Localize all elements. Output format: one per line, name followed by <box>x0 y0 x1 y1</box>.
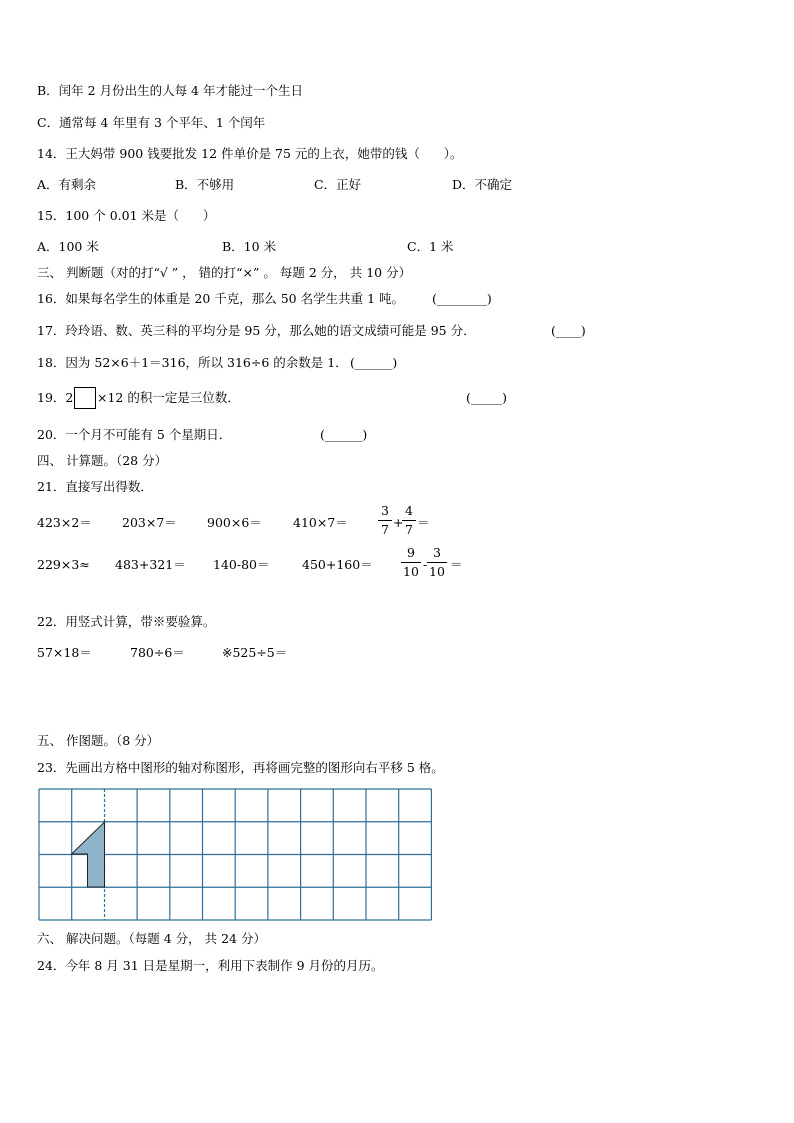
q15-option-c: C．1 米 <box>407 239 454 254</box>
question-19-prefix: 19．2 <box>37 390 74 405</box>
question-15: 15．100 个 0.01 米是（ ） <box>37 208 216 223</box>
question-24: 24．今年 8 月 31 日是星期一，利用下表制作 9 月份的月历。 <box>37 958 384 973</box>
q19-answer-blank[interactable]: (_____) <box>466 390 508 405</box>
q15-option-a: A．100 米 <box>37 239 99 254</box>
calc-1-1: 423×2＝ <box>37 515 92 530</box>
question-22: 22．用竖式计算，带※要验算。 <box>37 614 216 629</box>
denominator: 7 <box>405 522 413 537</box>
numerator: 3 <box>381 503 389 518</box>
calc-2-4: 450+160＝ <box>302 557 373 572</box>
section-3-heading: 三、 判断题（对的打“√ ” ， 错的打“×” 。 每题 2 分， 共 10 分） <box>37 265 412 280</box>
denominator: 10 <box>429 564 445 579</box>
q14-option-a: A．有剩余 <box>37 177 97 192</box>
equals-sign: ＝ <box>417 515 430 530</box>
drawing-grid[interactable] <box>38 788 432 922</box>
vertical-calc-3: ※525÷5＝ <box>222 645 288 660</box>
question-17: 17．玲玲语、数、英三科的平均分是 95 分，那么她的语文成绩可能是 95 分． <box>37 323 476 338</box>
section-5-heading: 五、 作图题。（8 分） <box>37 733 160 748</box>
plus-sign: + <box>393 515 404 530</box>
calc-2-2: 483+321＝ <box>115 557 186 572</box>
question-18: 18．因为 52×6＋1＝316，所以 316÷6 的余数是 1． <box>37 355 348 370</box>
calc-2-1: 229×3≈ <box>37 557 90 572</box>
calc-1-3: 900×6＝ <box>207 515 262 530</box>
calc-2-3: 140-80＝ <box>213 557 270 572</box>
question-16: 16．如果每名学生的体重是 20 千克，那么 50 名学生共重 1 吨。 <box>37 291 405 306</box>
vertical-calc-1: 57×18＝ <box>37 645 92 660</box>
q20-answer-blank[interactable]: (______) <box>320 427 368 442</box>
q17-answer-blank[interactable]: (____) <box>551 323 586 338</box>
question-21: 21．直接写出得数． <box>37 479 153 494</box>
question-19-suffix: ×12 的积一定是三位数． <box>97 390 240 405</box>
numerator: 9 <box>407 545 415 560</box>
q16-answer-blank[interactable]: (________) <box>432 291 492 306</box>
denominator: 7 <box>381 522 389 537</box>
q14-option-c: C．正好 <box>314 177 362 192</box>
denominator: 10 <box>403 564 419 579</box>
minus-sign: - <box>423 557 428 572</box>
option-b: B．闰年 2 月份出生的人每 4 年才能过一个生日 <box>37 83 303 98</box>
fraction-4-7 <box>402 503 416 538</box>
vertical-calc-2: 780÷6＝ <box>130 645 185 660</box>
question-23: 23．先画出方格中图形的轴对称图形，再将画完整的图形向右平移 5 格。 <box>37 760 444 775</box>
q15-option-b: B．10 米 <box>222 239 277 254</box>
fraction-3-10 <box>427 545 447 580</box>
q14-option-b: B．不够用 <box>175 177 235 192</box>
q18-answer-blank[interactable]: (______) <box>350 355 398 370</box>
question-14: 14．王大妈带 900 钱要批发 12 件单价是 75 元的上衣，她带的钱（ ）。 <box>37 146 463 161</box>
fraction-9-10 <box>401 545 421 580</box>
half-figure <box>72 822 105 887</box>
q14-option-d: D．不确定 <box>452 177 513 192</box>
section-6-heading: 六、 解决问题。（每题 4 分， 共 24 分） <box>37 931 266 946</box>
q19-digit-box[interactable] <box>74 387 96 409</box>
equals-sign: ＝ <box>450 557 463 572</box>
numerator: 4 <box>405 503 413 518</box>
calc-1-4: 410×7＝ <box>293 515 348 530</box>
numerator: 3 <box>433 545 441 560</box>
fraction-3-7 <box>378 503 392 538</box>
calc-1-2: 203×7＝ <box>122 515 177 530</box>
option-c: C．通常每 4 年里有 3 个平年、1 个闰年 <box>37 115 266 130</box>
section-4-heading: 四、 计算题。（28 分） <box>37 453 168 468</box>
question-20: 20．一个月不可能有 5 个星期日． <box>37 427 232 442</box>
